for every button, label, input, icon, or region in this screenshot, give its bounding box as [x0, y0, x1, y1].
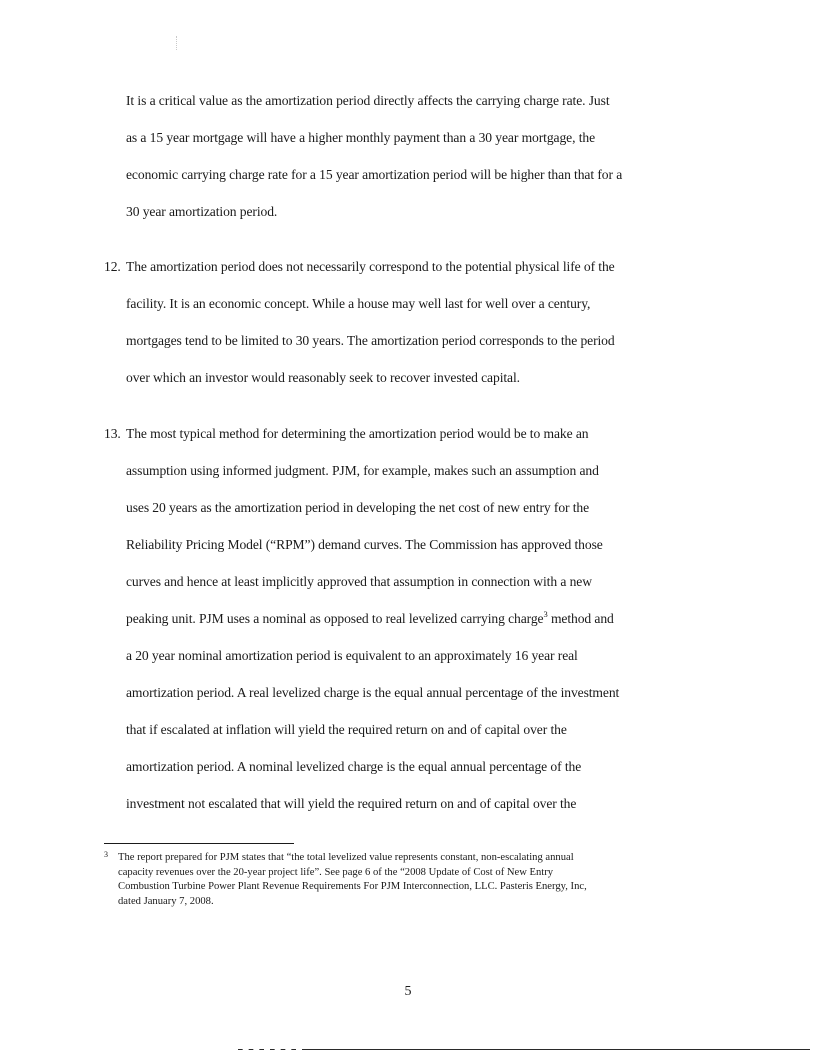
text-line: amortization period. A real levelized charge is the equal annual percentage of the investment: [126, 685, 620, 700]
text-line: Reliability Pricing Model (“RPM”) demand curves. The Commission has approved those: [126, 537, 603, 552]
text-line: assumption using informed judgment. PJM, for example, makes such an assumption and: [126, 463, 599, 478]
text-line: facility. It is an economic concept. While a house may well last for well over a century,: [126, 296, 591, 311]
footnote-line: Combustion Turbine Power Plant Revenue Requirements For PJM Interconnection, LLC. Pasteris Energy, Inc,: [118, 881, 587, 892]
paragraph-text: [126, 248, 744, 396]
footnote: [104, 851, 724, 909]
paragraph-number: 13.: [104, 426, 121, 441]
continuation-paragraph: [126, 82, 736, 230]
text-line: that if escalated at inflation will yield the required return on and of capital over the: [126, 722, 567, 737]
footnote-mark: 3: [104, 850, 108, 859]
paragraph-12: [104, 248, 744, 396]
text-line: The amortization period does not necessarily correspond to the potential physical life of the: [126, 259, 615, 274]
text-line: The most typical method for determining the amortization period would be to make an: [126, 426, 589, 441]
footnote-reference[interactable]: 3: [543, 609, 548, 619]
page-number: 5: [404, 984, 412, 999]
paragraph-text: [126, 415, 744, 822]
text-line: It is a critical value as the amortization period directly affects the carrying charge rate. Just: [126, 93, 610, 108]
text-line: curves and hence at least implicitly approved that assumption in connection with a new: [126, 574, 592, 589]
text-line: mortgages tend to be limited to 30 years. The amortization period corresponds to the period: [126, 333, 615, 348]
scan-artifact: [176, 36, 178, 50]
text-line: economic carrying charge rate for a 15 year amortization period will be higher than that for a: [126, 167, 623, 182]
footnote-line: The report prepared for PJM states that “the total levelized value represents constant, non-escalating annual: [118, 852, 574, 863]
text-line: as a 15 year mortgage will have a higher monthly payment than a 30 year mortgage, the: [126, 130, 596, 145]
text-line: a 20 year nominal amortization period is equivalent to an approximately 16 year real: [126, 648, 578, 663]
footnote-separator: [104, 843, 294, 844]
text-line: investment not escalated that will yield the required return on and of capital over the: [126, 796, 577, 811]
footnote-line: dated January 7, 2008.: [118, 895, 214, 907]
paragraph-13: [104, 415, 744, 822]
paragraph-number: 12.: [104, 259, 121, 274]
bottom-rule: [232, 1049, 810, 1050]
footnote-line: capacity revenues over the 20-year project life”. See page 6 of the “2008 Update of Cost of New Entry: [118, 866, 554, 878]
text-line: 30 year amortization period.: [126, 204, 278, 219]
text-line: over which an investor would reasonably seek to recover invested capital.: [126, 370, 520, 385]
text-line: amortization period. A nominal levelized charge is the equal annual percentage of the: [126, 759, 582, 774]
text-line: [126, 600, 744, 637]
text-line: uses 20 years as the amortization period in developing the net cost of new entry for the: [126, 500, 590, 515]
footnote-text: [118, 851, 724, 909]
text-segment: peaking unit. PJM uses a nominal as opposed to real levelized carrying charge: [126, 611, 544, 626]
text-segment: method and: [547, 611, 614, 626]
bottom-rule-gap: [232, 1049, 302, 1051]
